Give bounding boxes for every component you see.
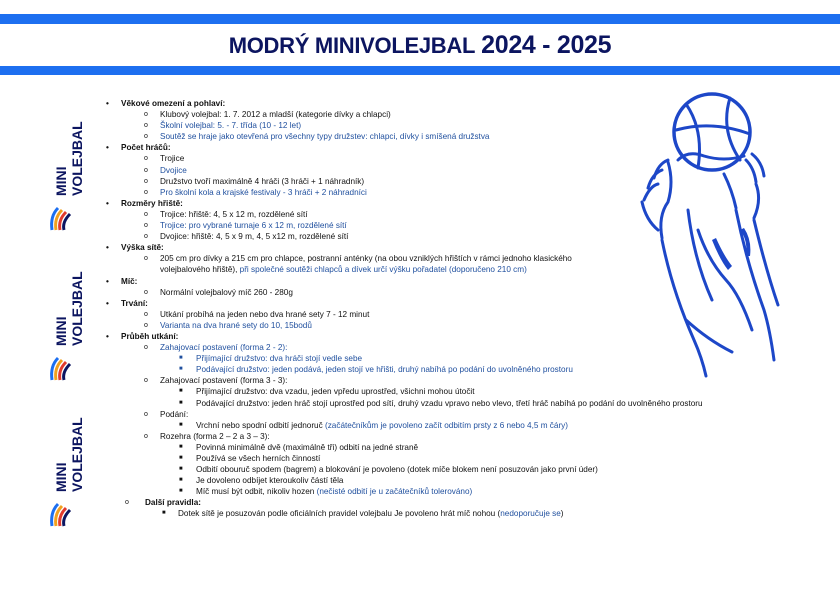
- section-heading: [106, 198, 786, 209]
- minivolejbal-logo: [46, 112, 94, 232]
- circle-bullet-icon: o: [144, 233, 148, 241]
- sub-list-item: [106, 508, 786, 519]
- list-item-text: Podání:: [160, 409, 189, 419]
- square-bullet-icon: ■: [162, 510, 166, 517]
- heading-match: Průběh utkání:: [121, 331, 179, 341]
- circle-bullet-icon: o: [144, 177, 148, 185]
- title-strip: [0, 24, 840, 66]
- list-item-text: Používá se všech herních činností: [196, 454, 321, 463]
- list-item-text: Rozehra (forma 2 – 2 a 3 – 3):: [160, 431, 270, 441]
- bullet-icon: •: [106, 99, 109, 108]
- list-item-text: Varianta na dva hrané sety do 10, 15bodů: [160, 320, 312, 330]
- list-item-text: Klubový volejbal: 1. 7. 2012 a mladší (kategorie dívky a chlapci): [160, 110, 391, 120]
- sub-list-item: [106, 442, 786, 453]
- list-item: [106, 309, 786, 320]
- list-item: [106, 375, 786, 386]
- square-bullet-icon: ■: [179, 366, 183, 373]
- sub-list-item: [106, 398, 786, 409]
- list-item: [106, 231, 786, 242]
- heading-net: Výška sítě:: [121, 243, 164, 253]
- list-item-text-blue: (začátečníkům je povoleno začít odbitím prsty z 6 nebo 4,5 m čáry): [322, 420, 568, 430]
- list-item-text: Družstvo tvoří maximálně 4 hráči (3 hráči + 1 náhradník): [160, 176, 365, 186]
- list-item-text: Trojice: hřiště: 4, 5 x 12 m, rozdělené sítí: [160, 209, 308, 219]
- page-title: [229, 31, 612, 60]
- bullet-icon: •: [106, 198, 109, 208]
- square-bullet-icon: ■: [179, 355, 183, 362]
- square-bullet-icon: ■: [179, 466, 183, 473]
- title-banner: [0, 14, 840, 75]
- heading-age: Věkové omezení a pohlaví:: [121, 99, 226, 108]
- square-bullet-icon: ■: [179, 455, 183, 461]
- list-item-text: Podávající družstvo: jeden podává, jeden stojí ve hřišti, druhý nabíhá po podání do uvolněného prostoru: [196, 365, 573, 375]
- sub-list-item: [106, 364, 786, 375]
- circle-bullet-icon: o: [144, 432, 148, 440]
- list-item: [106, 209, 786, 220]
- list-item-text: Trojice: pro vybrané turnaje 6 x 12 m, rozdělené sítí: [160, 221, 347, 231]
- circle-bullet-icon: o: [144, 255, 148, 263]
- list-item-text: ): [560, 509, 564, 519]
- logo-text-volejbal: VOLEJBAL: [69, 417, 85, 492]
- list-item: [106, 120, 786, 131]
- circle-bullet-icon: o: [144, 111, 148, 119]
- circle-bullet-icon: o: [144, 222, 148, 230]
- square-bullet-icon: ■: [179, 421, 183, 428]
- minivolejbal-logo-graphic: [46, 262, 94, 382]
- list-item-text-blue: nedoporučuje se: [500, 509, 561, 519]
- square-bullet-icon: ■: [179, 443, 183, 450]
- circle-bullet-icon: o: [144, 410, 148, 418]
- circle-bullet-icon: o: [144, 344, 148, 352]
- square-bullet-icon: ■: [179, 488, 183, 495]
- list-item: [106, 109, 786, 120]
- bullet-icon: •: [106, 298, 109, 308]
- section-heading: [106, 298, 786, 309]
- minivolejbal-logo: [46, 262, 94, 382]
- logo-text-mini: MINI: [53, 316, 69, 346]
- heading-ball: Míč:: [121, 276, 138, 286]
- list-item-text: Míč musí být odbit, nikoliv hozen: [196, 487, 315, 497]
- list-item-text: Odbití obouruč spodem (bagrem) a blokování je povoleno (dotek míče blokem není posuzován jako první úder): [196, 465, 598, 475]
- list-item-text: Přijímající družstvo: dva hráči stojí vedle sebe: [196, 354, 363, 364]
- section-heading: [106, 242, 786, 253]
- circle-bullet-icon: o: [125, 499, 129, 507]
- logo-stripes-icon: [52, 358, 70, 380]
- logo-text-mini: MINI: [53, 462, 69, 492]
- list-item: [106, 220, 786, 231]
- list-item: [106, 431, 786, 442]
- bullet-icon: •: [106, 143, 109, 153]
- minivolejbal-logo: [46, 408, 94, 528]
- heading-duration: Trvání:: [121, 298, 148, 308]
- list-item-text: Soutěž se hraje jako otevřená pro všechny typy družstev: chlapci, dívky i smíšená družstva: [160, 132, 490, 142]
- circle-bullet-icon: o: [144, 188, 148, 196]
- circle-bullet-icon: o: [144, 155, 148, 163]
- square-bullet-icon: ■: [179, 388, 183, 395]
- bullet-icon: •: [106, 243, 109, 253]
- list-item: [106, 153, 786, 164]
- list-item-text: Pro školní kola a krajské festivaly - 3 hráči + 2 náhradníci: [160, 187, 367, 197]
- bullet-icon: •: [106, 276, 109, 286]
- list-item-text: Povinná minimálně dvě (maximálně tři) odbití na jedné straně: [196, 442, 419, 452]
- list-item-text: Trojice: [160, 154, 185, 164]
- list-item: [106, 287, 786, 298]
- rules-content: [106, 98, 786, 520]
- logo-text-volejbal: VOLEJBAL: [69, 271, 85, 346]
- minivolejbal-logo-graphic: [46, 112, 94, 232]
- sub-list-item: [106, 420, 786, 431]
- circle-bullet-icon: o: [144, 133, 148, 141]
- circle-bullet-icon: o: [144, 377, 148, 385]
- list-item-text: Podávající družstvo: jeden hráč stojí uprostřed pod sítí, druhý vzadu vpravo nebo vlevo, třetí hráč nabíhá po podání do uvolněného prostoru: [196, 398, 703, 408]
- sub-list-item: [106, 475, 786, 486]
- circle-bullet-icon: o: [144, 288, 148, 296]
- section-heading: [106, 98, 786, 109]
- list-item-text: Utkání probíhá na jeden nebo dva hrané sety 7 - 12 minut: [160, 309, 370, 319]
- circle-bullet-icon: o: [144, 166, 148, 174]
- list-item-continuation: [106, 264, 786, 275]
- list-item: [106, 187, 786, 198]
- circle-bullet-icon: o: [144, 210, 148, 218]
- list-item-text: Dvojice: hřiště: 4, 5 x 9 m, 4, 5 x12 m, rozdělené sítí: [160, 232, 349, 242]
- sub-list-item: [106, 386, 786, 397]
- list-item-text: Zahajovací postavení (forma 2 - 2):: [160, 343, 288, 353]
- logo-text-mini: MINI: [53, 166, 69, 196]
- list-item-text: Zahajovací postavení (forma 3 - 3):: [160, 376, 288, 386]
- heading-players: Počet hráčů:: [121, 143, 171, 153]
- section-heading: [106, 276, 786, 287]
- logo-stripes-icon: [52, 504, 70, 526]
- list-item: [106, 176, 786, 187]
- sub-list-item: [106, 464, 786, 475]
- bullet-icon: •: [106, 331, 109, 341]
- square-bullet-icon: ■: [179, 477, 183, 484]
- list-item-text: Vrchní nebo spodní odbití jednoruč: [196, 420, 323, 430]
- page-title-year: 2024 - 2025: [481, 30, 612, 59]
- list-item-text-blue: při společné soutěži chlapců a dívek určí výšku pořadatel (doporučeno 210 cm): [237, 265, 527, 275]
- sub-list-item: [106, 353, 786, 364]
- circle-bullet-icon: o: [144, 122, 148, 130]
- list-item: [106, 253, 786, 264]
- list-item: [106, 131, 786, 142]
- logo-stripes-icon: [52, 208, 70, 230]
- heading-court: Rozměry hřiště:: [121, 198, 183, 208]
- section-heading: [106, 142, 786, 153]
- circle-bullet-icon: o: [144, 310, 148, 318]
- section-heading: [106, 331, 786, 342]
- list-item-text: Je dovoleno odbíjet kteroukoliv částí těla: [196, 476, 344, 486]
- list-item-text: Dvojice: [160, 165, 187, 175]
- logo-text-volejbal: VOLEJBAL: [69, 121, 85, 196]
- list-item-text-blue: (nečisté odbití je u začátečníků tolerováno): [314, 487, 473, 497]
- list-item-text: Dotek sítě je posuzován podle oficiálních pravidel volejbalu Je povoleno hrát míč nohou (: [178, 509, 501, 519]
- section-heading: [106, 497, 786, 508]
- sub-list-item: [106, 453, 786, 464]
- heading-other: Další pravidla:: [145, 498, 201, 508]
- list-item: [106, 409, 786, 420]
- circle-bullet-icon: o: [144, 321, 148, 329]
- list-item-text: Normální volejbalový míč 260 - 280g: [160, 287, 293, 297]
- list-item: [106, 342, 786, 353]
- list-item-text: Přijímající družstvo: dva vzadu, jeden vpředu uprostřed, všichni mohou útočit: [196, 387, 475, 397]
- list-item: [106, 165, 786, 176]
- list-item-text: Školní volejbal: 5. - 7. třída (10 - 12 let): [160, 121, 302, 131]
- list-item: [106, 320, 786, 331]
- minivolejbal-logo-graphic: [46, 408, 94, 528]
- sub-list-item: [106, 486, 786, 497]
- page-title-text: MODRÝ MINIVOLEJBAL: [228, 32, 476, 58]
- list-item-text: volejbalového hřiště),: [160, 265, 238, 275]
- list-item-text: 205 cm pro dívky a 215 cm pro chlapce, postranní anténky (na obou vzniklých hřištích v rámci jednoho klasického: [160, 254, 572, 264]
- square-bullet-icon: ■: [179, 399, 183, 406]
